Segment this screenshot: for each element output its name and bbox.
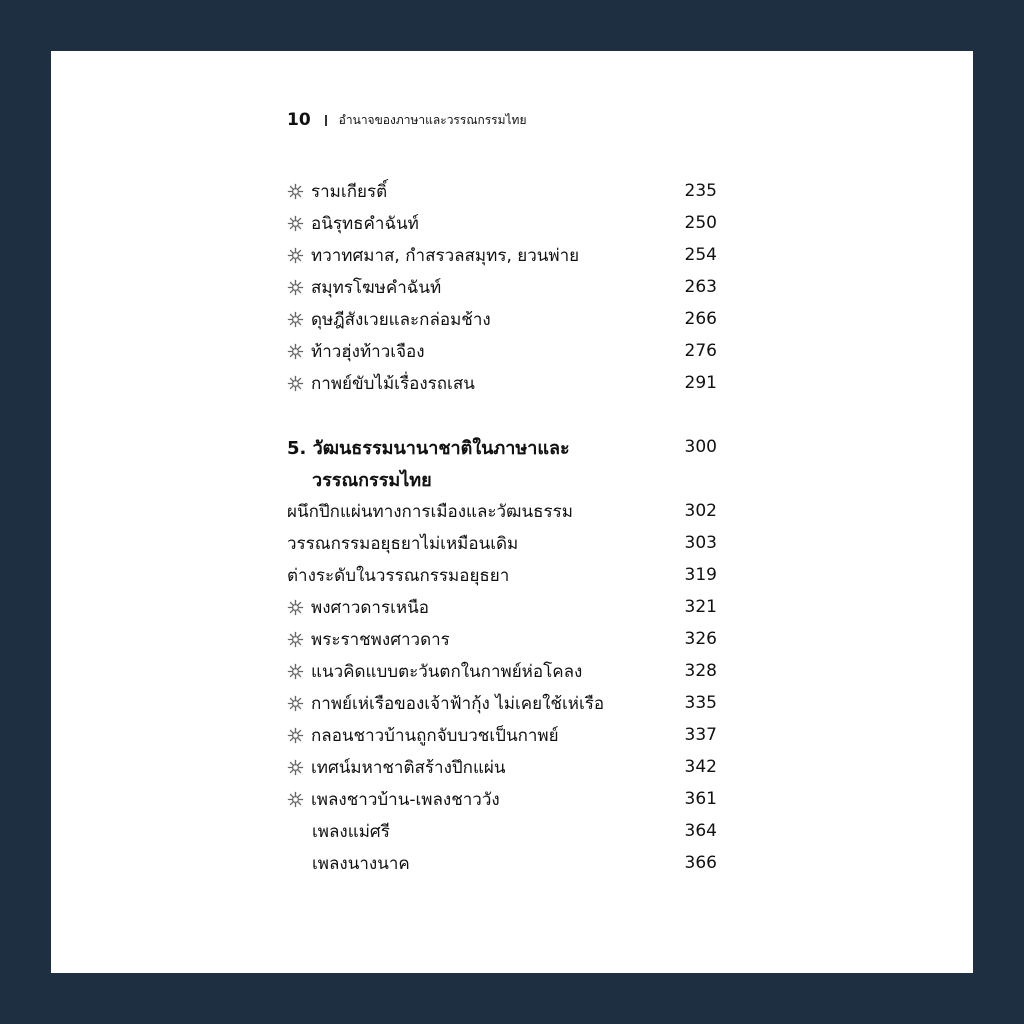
toc-entry xyxy=(287,207,717,239)
toc-subitem xyxy=(287,815,717,847)
table-of-contents xyxy=(287,175,717,879)
star-bullet-icon xyxy=(287,631,304,648)
star-bullet-icon xyxy=(287,183,304,200)
star-bullet-icon xyxy=(287,759,304,776)
chapter-page: 300 xyxy=(684,437,717,457)
toc-subitem xyxy=(287,847,717,879)
running-header xyxy=(287,109,527,131)
toc-section-page: 319 xyxy=(684,565,717,585)
toc-entry-title: ดุษฎีสังเวยและกล่อมช้าง xyxy=(311,309,491,330)
toc-entry xyxy=(287,239,717,271)
toc-section-page: 303 xyxy=(684,533,717,553)
star-bullet-icon xyxy=(287,791,304,808)
toc-section xyxy=(287,559,717,591)
toc-entry-title: พงศาวดารเหนือ xyxy=(311,597,429,618)
header-separator xyxy=(325,115,327,126)
toc-entry xyxy=(287,303,717,335)
toc-entry-title: กาพย์ขับไม้เรื่องรถเสน xyxy=(311,373,475,394)
star-bullet-icon xyxy=(287,311,304,328)
toc-entry-page: 276 xyxy=(684,341,717,361)
book-title: อำนาจของภาษาและวรรณกรรมไทย xyxy=(338,112,527,127)
toc-entry xyxy=(287,719,717,751)
toc-entry xyxy=(287,175,717,207)
star-bullet-icon xyxy=(287,375,304,392)
chapter-title-line2: วรรณกรรมไทย xyxy=(312,469,432,491)
chapter-title-line1: 5. วัฒนธรรมนานาชาติในภาษาและ xyxy=(287,437,570,459)
star-bullet-icon xyxy=(287,695,304,712)
toc-entry-title: เทศน์มหาชาติสร้างปึกแผ่น xyxy=(311,757,506,778)
toc-section xyxy=(287,495,717,527)
star-bullet-icon xyxy=(287,599,304,616)
star-bullet-icon xyxy=(287,247,304,264)
toc-section-page: 302 xyxy=(684,501,717,521)
toc-entry-page: 326 xyxy=(684,629,717,649)
toc-entry xyxy=(287,271,717,303)
star-bullet-icon xyxy=(287,727,304,744)
toc-section-title: ผนึกปึกแผ่นทางการเมืองและวัฒนธรรม xyxy=(287,501,573,522)
star-bullet-icon xyxy=(287,343,304,360)
toc-entry-title: รามเกียรติ์ xyxy=(311,181,388,202)
toc-entry xyxy=(287,591,717,623)
star-bullet-icon xyxy=(287,215,304,232)
toc-entry xyxy=(287,335,717,367)
toc-section-title: ต่างระดับในวรรณกรรมอยุธยา xyxy=(287,565,510,586)
toc-entry-page: 337 xyxy=(684,725,717,745)
toc-entry-page: 342 xyxy=(684,757,717,777)
toc-entry-title: สมุทรโฆษคำฉันท์ xyxy=(311,277,442,298)
toc-subitem-title: เพลงแม่ศรี xyxy=(312,821,390,842)
toc-section-title: วรรณกรรมอยุธยาไม่เหมือนเดิม xyxy=(287,533,519,554)
toc-entry-page: 291 xyxy=(684,373,717,393)
toc-entry xyxy=(287,623,717,655)
toc-entry-page: 263 xyxy=(684,277,717,297)
toc-entry-title: พระราชพงศาวดาร xyxy=(311,629,450,650)
toc-section xyxy=(287,527,717,559)
toc-entry xyxy=(287,751,717,783)
toc-entry-title: เพลงชาวบ้าน-เพลงชาววัง xyxy=(311,789,500,810)
toc-entry-title: กลอนชาวบ้านถูกจับบวชเป็นกาพย์ xyxy=(311,725,559,746)
toc-entry-page: 266 xyxy=(684,309,717,329)
toc-entry-title: กาพย์เห่เรือของเจ้าฟ้ากุ้ง ไม่เคยใช้เห่เรือ xyxy=(311,693,605,714)
toc-entry xyxy=(287,655,717,687)
star-bullet-icon xyxy=(287,663,304,680)
toc-entry xyxy=(287,687,717,719)
toc-entry-page: 328 xyxy=(684,661,717,681)
toc-subitem-page: 366 xyxy=(684,853,717,873)
toc-entry-page: 250 xyxy=(684,213,717,233)
toc-subitem-title: เพลงนางนาค xyxy=(312,853,410,874)
book-page xyxy=(51,51,973,973)
toc-entry-title: แนวคิดแบบตะวันตกในกาพย์ห่อโคลง xyxy=(311,661,583,682)
toc-entry-page: 254 xyxy=(684,245,717,265)
section-gap xyxy=(287,399,717,431)
toc-entry-page: 235 xyxy=(684,181,717,201)
star-bullet-icon xyxy=(287,279,304,296)
toc-entry xyxy=(287,783,717,815)
toc-subitem-page: 364 xyxy=(684,821,717,841)
toc-entry-page: 321 xyxy=(684,597,717,617)
toc-entry-page: 335 xyxy=(684,693,717,713)
page-number: 10 xyxy=(287,110,311,130)
toc-entry-page: 361 xyxy=(684,789,717,809)
toc-entry-title: ท้าวฮุ่งท้าวเจือง xyxy=(311,341,425,362)
toc-entry-title: ทวาทศมาส, กำสรวลสมุทร, ยวนพ่าย xyxy=(311,245,580,266)
chapter-heading xyxy=(287,431,717,495)
toc-entry xyxy=(287,367,717,399)
toc-entry-title: อนิรุทธคำฉันท์ xyxy=(311,213,419,234)
